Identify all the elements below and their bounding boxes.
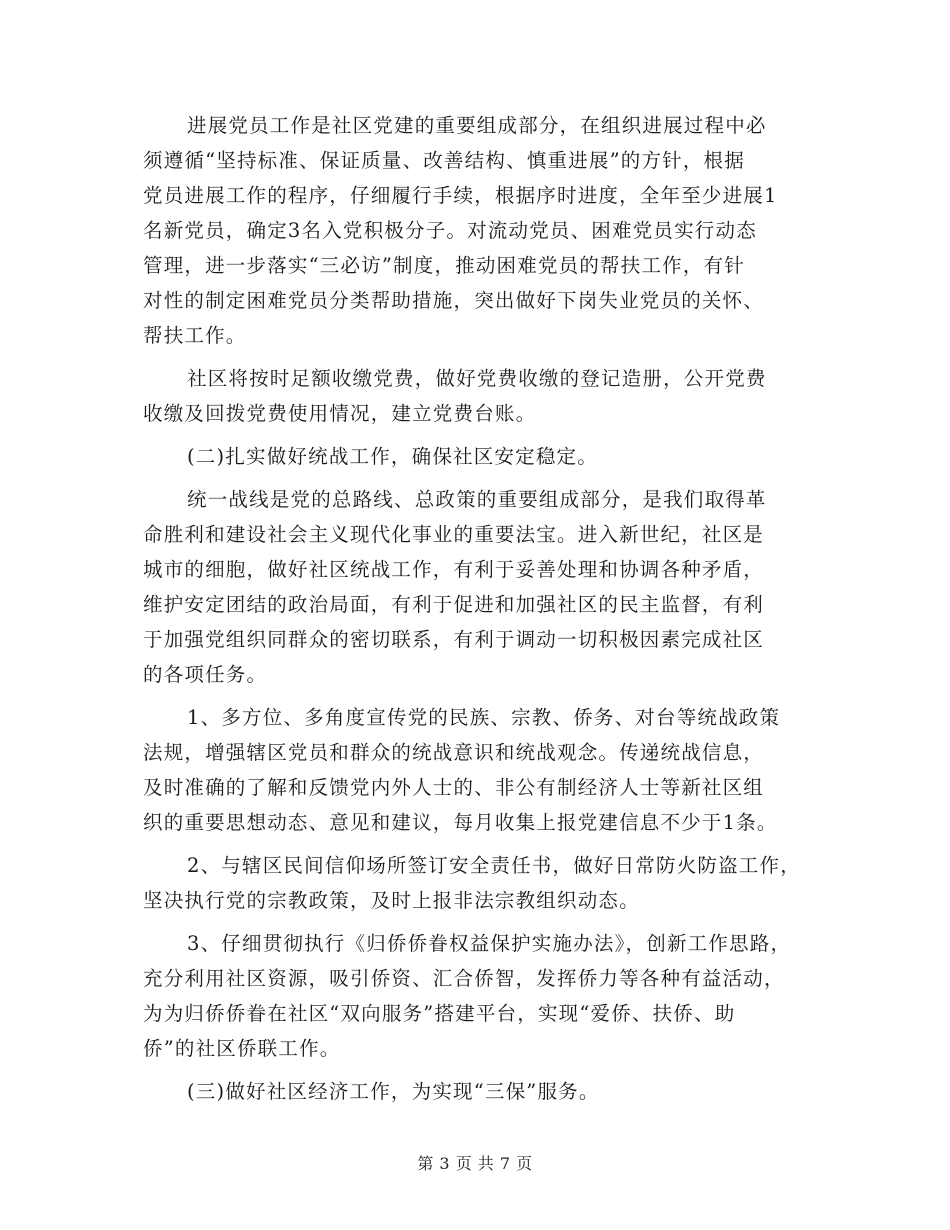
- body-text-line: 城市的细胞，做好社区统战工作，有利于妥善处理和协调各种矛盾，: [143, 558, 765, 581]
- section-heading: (三)做好社区经济工作，为实现“三保”服务。: [187, 1080, 600, 1103]
- body-text-line: 的各项任务。: [143, 663, 268, 686]
- page-number-footer: 第 3 页 共 7 页: [417, 1154, 533, 1173]
- body-text-line: 须遵循“坚持标准、保证质量、改善结构、慎重进展”的方针，根据: [143, 149, 745, 172]
- body-text-line: 统一战线是党的总路线、总政策的重要组成部分，是我们取得革: [187, 488, 767, 511]
- body-text-line: 为为归侨侨眷在社区“双向服务”搭建平台，实现“爱侨、扶侨、助: [143, 1002, 736, 1025]
- body-text-line: 进展党员工作是社区党建的重要组成部分，在组织进展过程中必: [187, 114, 767, 137]
- section-heading: (二)扎实做好统战工作，确保社区安定稳定。: [187, 445, 598, 468]
- body-text-line: 于加强党组织同群众的密切联系，有利于调动一切积极因素完成社区: [143, 628, 765, 651]
- body-text-line: 命胜利和建设社会主义现代化事业的重要法宝。进入新世纪，社区是: [143, 523, 765, 546]
- body-text-line: 侨”的社区侨联工作。: [143, 1037, 341, 1060]
- body-text-line: 党员进展工作的程序，仔细履行手续，根据序时进度，全年至少进展1: [143, 184, 778, 207]
- body-text-line: 维护安定团结的政治局面，有利于促进和加强社区的民主监督，有利: [143, 593, 765, 616]
- body-text-line: 及时准确的了解和反馈党内外人士的、非公有制经济人士等新社区组: [143, 776, 765, 799]
- body-text-line: 充分利用社区资源，吸引侨资、汇合侨智，发挥侨力等各种有益活动，: [143, 967, 785, 990]
- body-text-line: 坚决执行党的宗教政策，及时上报非法宗教组织动态。: [143, 889, 640, 912]
- body-text-line: 对性的制定困难党员分类帮助措施，突出做好下岗失业党员的关怀、: [143, 289, 765, 312]
- body-text-line: 收缴及回拨党费使用情况，建立党费台账。: [143, 402, 537, 425]
- body-text-line: 法规，增强辖区党员和群众的统战意识和统战观念。传递统战信息，: [143, 741, 765, 764]
- body-text-line: 社区将按时足额收缴党费，做好党费收缴的登记造册，公开党费: [187, 367, 767, 390]
- body-text-line: 3、仔细贯彻执行《归侨侨眷权益保护实施办法》，创新工作思路，: [187, 932, 792, 955]
- body-text-line: 名新党员，确定3名入党积极分子。对流动党员、困难党员实行动态: [143, 219, 757, 242]
- body-text-line: 管理，进一步落实“三必访”制度，推动困难党员的帮扶工作，有针: [143, 254, 745, 277]
- body-text-line: 织的重要思想动态、意见和建议，每月收集上报党建信息不少于1条。: [143, 811, 778, 834]
- body-text-line: 帮扶工作。: [143, 324, 247, 347]
- body-text-line: 1、多方位、多角度宣传党的民族、宗教、侨务、对台等统战政策: [187, 706, 781, 729]
- body-text-line: 2、与辖区民间信仰场所签订安全责任书，做好日常防火防盗工作，: [187, 854, 801, 877]
